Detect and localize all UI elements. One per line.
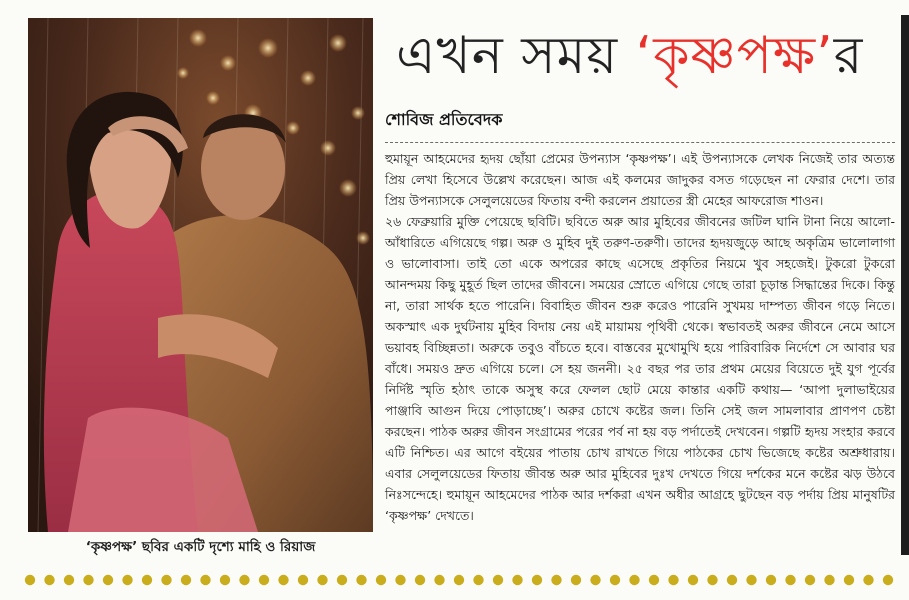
border-dot bbox=[473, 575, 483, 585]
border-dot bbox=[122, 575, 132, 585]
border-dot bbox=[434, 575, 444, 585]
cropped-top-text bbox=[0, 0, 909, 12]
border-dot bbox=[220, 575, 230, 585]
border-dot bbox=[64, 575, 74, 585]
border-dot bbox=[805, 575, 815, 585]
border-dot bbox=[493, 575, 503, 585]
byline: শোবিজ প্রতিবেদক bbox=[385, 110, 503, 129]
border-dot bbox=[278, 575, 288, 585]
border-dot bbox=[356, 575, 366, 585]
border-dot bbox=[610, 575, 620, 585]
border-dot bbox=[25, 575, 35, 585]
article-paragraph: হুমায়ূন আহমেদের হৃদয় ছোঁয়া প্রেমের উপন্যাস ‘কৃষ্ণপক্ষ’। এই উপন্যাসকে লেখক নিজেই তার অত্যন্ত প্রিয় লেখা হিসেবে উল্লেখ করেছেন। আজ এই কলমের জাদুকর বসত গড়েছেন না ফেরার দেশে। তার প্রিয় উপন্যাসকে সেলুলয়েডের ফিতায় বন্দী করলেন প্রয়াতের স্ত্রী মেহের আফরোজ শাওন। bbox=[385, 151, 895, 208]
photo-illustration bbox=[28, 18, 373, 532]
border-dot bbox=[571, 575, 581, 585]
headline-part-1: এখন সময় bbox=[396, 26, 636, 86]
page-edge-bar bbox=[901, 15, 909, 555]
border-dot bbox=[181, 575, 191, 585]
headline-part-2: র bbox=[833, 26, 864, 86]
border-dot bbox=[44, 575, 54, 585]
border-dot bbox=[746, 575, 756, 585]
border-dot bbox=[317, 575, 327, 585]
border-dot bbox=[512, 575, 522, 585]
border-dot bbox=[142, 575, 152, 585]
border-dot bbox=[161, 575, 171, 585]
border-dot bbox=[395, 575, 405, 585]
border-dot bbox=[454, 575, 464, 585]
border-dot bbox=[863, 575, 873, 585]
article-headline bbox=[396, 16, 896, 96]
byline-rule bbox=[385, 142, 895, 143]
border-dot bbox=[727, 575, 737, 585]
border-dot bbox=[259, 575, 269, 585]
border-dot bbox=[551, 575, 561, 585]
article-body bbox=[385, 148, 895, 568]
border-dot bbox=[376, 575, 386, 585]
headline-highlight: ‘কৃষ্ণপক্ষ’ bbox=[635, 26, 834, 86]
border-dot bbox=[415, 575, 425, 585]
border-dot bbox=[688, 575, 698, 585]
border-dot bbox=[649, 575, 659, 585]
border-dot bbox=[532, 575, 542, 585]
border-dot bbox=[337, 575, 347, 585]
border-dot bbox=[83, 575, 93, 585]
border-dot bbox=[844, 575, 854, 585]
article-photo bbox=[28, 18, 373, 532]
border-dot bbox=[766, 575, 776, 585]
border-dot bbox=[668, 575, 678, 585]
border-dot bbox=[239, 575, 249, 585]
border-dot bbox=[707, 575, 717, 585]
article-paragraph: ২৬ ফেব্রুয়ারি মুক্তি পেয়েছে ছবিটি। ছবিতে অরু আর মুহিবের জীবনের জটিল ঘানি টানা নিয়ে আলো-আঁধারিতে এগিয়েছে গল্প। অরু ও মুহিব দুই তরুণ-তরুণী। তাদের হৃদয়জুড়ে আছে অকৃত্রিম ভালোলাগা ও ভালোবাসা। তাই তো একে অপরের কাছে এসেছে প্রকৃতির নিয়মে খুব সহজেই। টুকরো টুকরো আনন্দময় কিছু মুহূর্ত ছিল তাদের জীবনে। সময়ের স্রোতে এগিয়ে গেছে তারা চূড়ান্ত সিদ্ধান্তের দিকে। কিন্তু না, তারা সার্থক হতে পারেনি। বিবাহিত জীবন শুরু করেও পারেনি সুখময় দাম্পত্য জীবন গড়ে নিতে। অকস্মাৎ এক দুর্ঘটনায় মুহিব বিদায় নেয় এই মায়াময় পৃথিবী থেকে। স্বভাবতই অরুর জীবনে নেমে আসে ভয়াবহ বিচ্ছিন্নতা। অরুকে তবুও বাঁচতে হবে। বাস্তবের মুখোমুখি হয়ে পারিবারিক নির্দেশে সে আবার ঘর বাঁধে। সময়ও দ্রুত এগিয়ে চলে। সে হয় জননী। ২৫ বছর পর তার প্রথম মেয়ের বিয়েতে দুই যুগ পূর্বের নির্দিষ্ট স্মৃতি হঠাৎ তাকে অসুস্থ করে ফেলল ছোট মেয়ে কান্তার একটি কথায়— ‘আপা দুলাভাইয়ের পাঞ্জাবি আগুন দিয়ে পোড়াচ্ছে’। অরুর চোখে কষ্টের জল। তিনি সেই জল সামলাবার প্রাণপণ চেষ্টা করছেন। পাঠক অরুর জীবন সংগ্রামের পরের পর্ব না হয় বড় পর্দাতেই দেখবেন। গল্পটি হৃদয় সংহার করবে এটি নিশ্চিত। এর আগে বইয়ের পাতায় চোখ রাখতে গিয়ে পাঠকের চোখ ভিজেছে কষ্টের অশ্রুধারায়। এবার সেলুলয়েডের ফিতায় জীবন্ত অরু আর মুহিবের দুঃখ দেখতে গিয়ে দর্শকের মনে কষ্টের ঝড় উঠবে নিঃসন্দেহে। হুমায়ূন আহমেদের পাঠক আর দর্শকরা এখন অধীর আগ্রহে ছুটছেন বড় পর্দায় প্রিয় মানুষটির ‘কৃষ্ণপক্ষ’ দেখতে। bbox=[385, 214, 895, 523]
photo-caption: ‘কৃষ্ণপক্ষ’ ছবির একটি দৃশ্যে মাহি ও রিয়াজ bbox=[85, 539, 316, 555]
border-dot bbox=[200, 575, 210, 585]
border-dot bbox=[590, 575, 600, 585]
border-dot bbox=[629, 575, 639, 585]
border-dot bbox=[824, 575, 834, 585]
border-dot bbox=[298, 575, 308, 585]
decorative-dot-border bbox=[24, 572, 909, 588]
border-dot bbox=[883, 575, 893, 585]
border-dot bbox=[785, 575, 795, 585]
border-dot bbox=[103, 575, 113, 585]
